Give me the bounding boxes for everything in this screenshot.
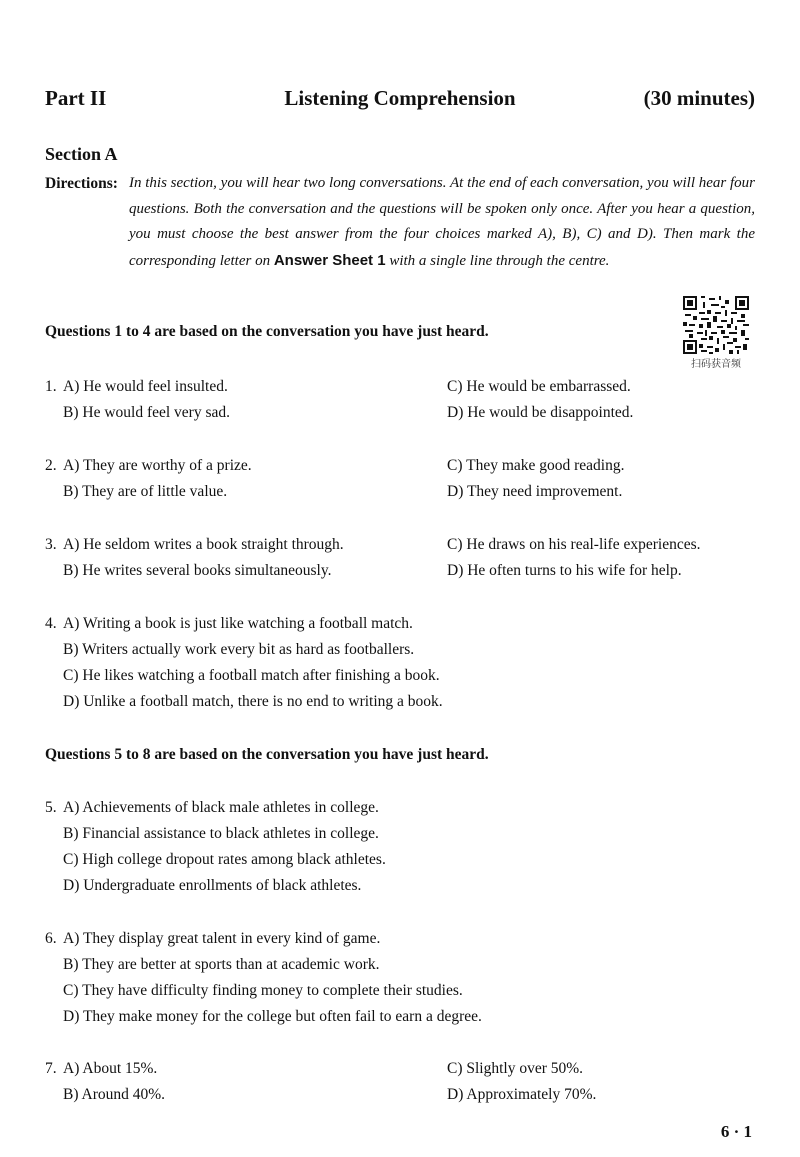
option-b[interactable]: B) Around 40%.	[63, 1086, 166, 1103]
option-c[interactable]: C) Slightly over 50%.	[447, 1060, 584, 1077]
option-c[interactable]: C) He would be embarrassed.	[447, 378, 631, 395]
option-d[interactable]: D) They need improvement.	[447, 483, 623, 500]
directions-text	[129, 171, 755, 274]
part-time: (30 minutes)	[643, 86, 755, 110]
part-header	[45, 86, 755, 116]
answer-sheet-label: Answer Sheet 1	[273, 251, 386, 269]
directions-text-after: with a single line through the centre.	[385, 252, 610, 269]
qr-caption: 扫码获音频	[691, 359, 741, 370]
option-c[interactable]: C) He likes watching a football match after finishing a book.	[63, 667, 440, 684]
question-number: 4.	[45, 615, 57, 632]
question-number: 3.	[45, 536, 57, 553]
part-title: Listening Comprehension	[284, 86, 516, 110]
page-number: 6 · 1	[720, 1122, 752, 1141]
option-a[interactable]: A) About 15%.	[63, 1060, 158, 1077]
option-b[interactable]: B) They are better at sports than at academic work.	[63, 956, 380, 973]
option-c[interactable]: C) They have difficulty finding money to complete their studies.	[63, 982, 463, 999]
option-d[interactable]: D) He would be disappointed.	[447, 404, 634, 421]
directions-label: Directions:	[45, 175, 118, 192]
option-a[interactable]: A) He seldom writes a book straight through.	[63, 536, 344, 553]
option-b[interactable]: B) He writes several books simultaneously.	[63, 562, 332, 579]
option-a[interactable]: A) Achievements of black male athletes in college.	[63, 799, 379, 816]
option-d[interactable]: D) Approximately 70%.	[447, 1086, 597, 1103]
option-a[interactable]: A) He would feel insulted.	[63, 378, 228, 395]
question-number: 2.	[45, 457, 57, 474]
option-b[interactable]: B) Financial assistance to black athletes in college.	[63, 825, 379, 842]
option-c[interactable]: C) High college dropout rates among black athletes.	[63, 851, 386, 868]
part-label: Part II	[45, 86, 107, 110]
option-d[interactable]: D) Undergraduate enrollments of black athletes.	[63, 877, 362, 894]
section-title: Section A	[45, 144, 118, 164]
option-a[interactable]: A) They are worthy of a prize.	[63, 457, 252, 474]
directions-text-before: In this section, you will hear two long conversations. At the end of each conversation, you will hear four questions. Both the conversation and the questions will be spoken only once. After you hear a question, you must choose the best answer from the four choices marked A), B), C) and D). Then mark the corresponding letter on	[129, 175, 755, 269]
option-b[interactable]: B) Writers actually work every bit as hard as footballers.	[63, 641, 415, 658]
question-number: 5.	[45, 799, 57, 816]
option-d[interactable]: D) Unlike a football match, there is no end to writing a book.	[63, 693, 443, 710]
option-d[interactable]: D) They make money for the college but often fail to earn a degree.	[63, 1008, 482, 1025]
group-heading-2: Questions 5 to 8 are based on the conversation you have just heard.	[45, 746, 489, 763]
option-c[interactable]: C) They make good reading.	[447, 457, 625, 474]
question-number: 1.	[45, 378, 57, 395]
group-heading-1: Questions 1 to 4 are based on the conversation you have just heard.	[45, 323, 489, 340]
option-b[interactable]: B) They are of little value.	[63, 483, 228, 500]
question-number: 6.	[45, 930, 57, 947]
option-a[interactable]: A) Writing a book is just like watching a football match.	[63, 615, 413, 632]
question-number: 7.	[45, 1060, 57, 1077]
option-a[interactable]: A) They display great talent in every kind of game.	[63, 930, 381, 947]
option-c[interactable]: C) He draws on his real-life experiences.	[447, 536, 701, 553]
option-d[interactable]: D) He often turns to his wife for help.	[447, 562, 682, 579]
option-b[interactable]: B) He would feel very sad.	[63, 404, 231, 421]
qr-code-icon[interactable]	[683, 296, 749, 354]
